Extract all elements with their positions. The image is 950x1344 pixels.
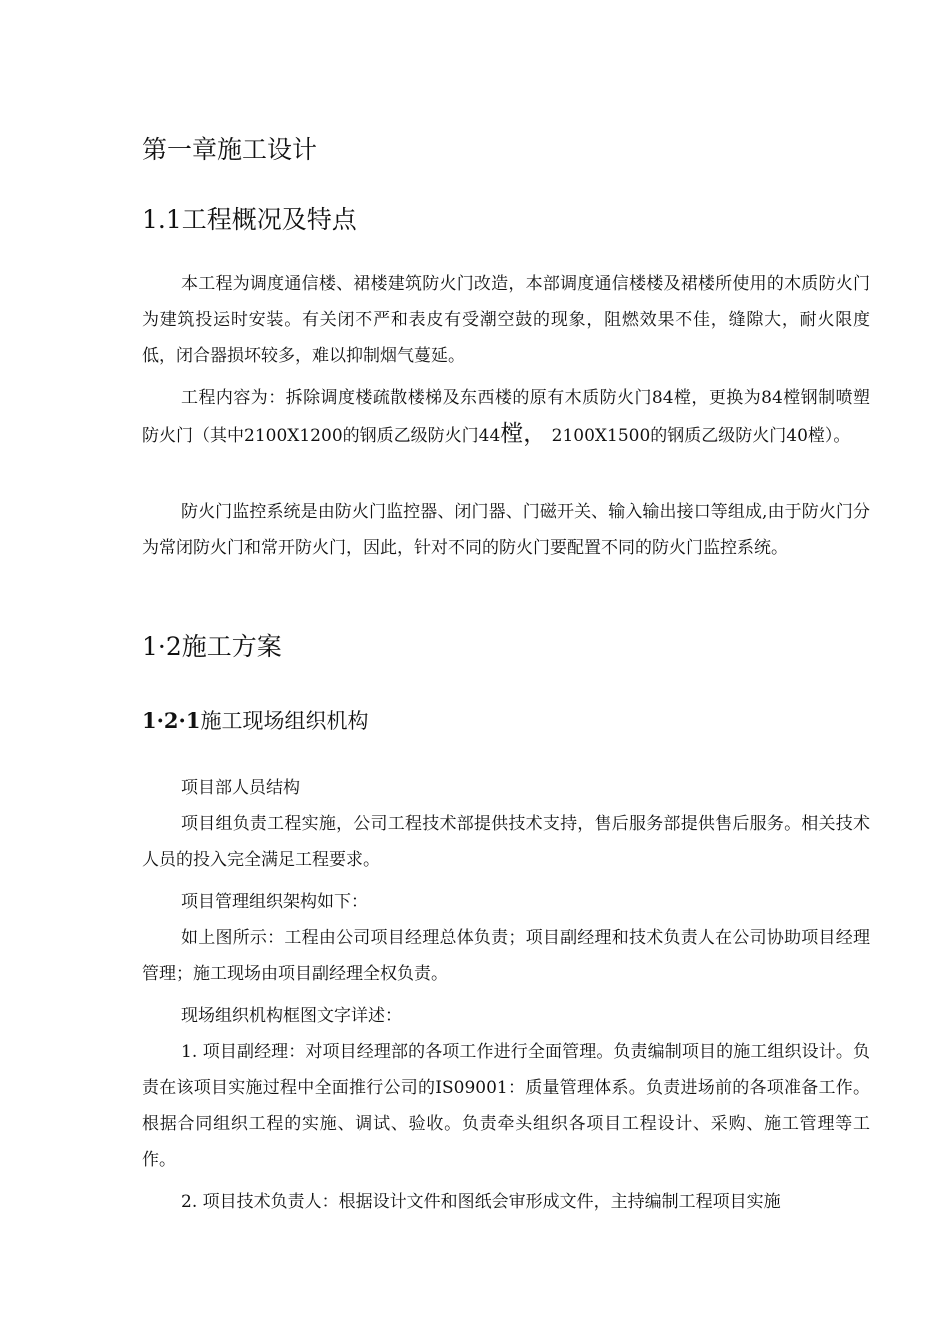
paragraph-team-responsibility: 项目组负责工程实施，公司工程技术部提供技术支持，售后服务部提供售后服务。相关技术人员的投入完全满足工程要求。 xyxy=(142,814,870,870)
list-item-deputy-manager: 1. 项目副经理：对项目经理部的各项工作进行全面管理。负责编制项目的施工组织设计。负责在该项目实施过程中全面推行公司的IS09001：质量管理体系。负责进场前的各项准备工作。根据合同组织工程的实施、调试、验收。负责牵头组织各项目工程设计、采购、施工管理等工作。 xyxy=(142,1042,870,1170)
paragraph-org-chart-desc: 如上图所示：工程由公司项目经理总体负责；项目副经理和技术负责人在公司协助项目经理管理；施工现场由项目副经理全权负责。 xyxy=(142,928,870,984)
scope-text-big: 樘， xyxy=(500,421,547,447)
chapter-title: 第一章施工设计 xyxy=(142,135,318,164)
paragraph-org-chart-intro: 项目管理组织架构如下： xyxy=(181,892,368,912)
section-heading-1-1: 1.1工程概况及特点 xyxy=(142,205,357,234)
paragraph-staff-structure: 项目部人员结构 xyxy=(181,778,300,798)
scope-text-part2: 2100X1500的钢质乙级防火门40樘）。 xyxy=(551,426,851,446)
scope-text-part1: 工程内容为：拆除调度楼疏散楼梯及东西楼的原有木质防火门84樘，更换为84樘钢制喷塑防火门（其中2100X1200的钢质乙级防火门44 xyxy=(142,388,870,446)
paragraph-org-detail-intro: 现场组织机构框图文字详述： xyxy=(181,1006,402,1026)
section-number: 1·2·1 xyxy=(142,708,201,733)
section-heading-1-2: 1·2施工方案 xyxy=(142,632,282,661)
section-heading-1-2-1 xyxy=(142,706,368,736)
section-title: 施工现场组织机构 xyxy=(200,709,369,733)
list-item-technical-lead: 2. 项目技术负责人：根据设计文件和图纸会审形成文件，主持编制工程项目实施 xyxy=(181,1192,781,1212)
paragraph-project-scope xyxy=(142,380,870,454)
paragraph-project-overview: 本工程为调度通信楼、裙楼建筑防火门改造，本部调度通信楼楼及裙楼所使用的木质防火门为建筑投运时安装。有关闭不严和表皮有受潮空鼓的现象，阻燃效果不佳，缝隙大，耐火限度低，闭合器损坏较多，难以抑制烟气蔓延。 xyxy=(142,274,870,366)
paragraph-monitoring-system: 防火门监控系统是由防火门监控器、闭门器、门磁开关、输入输出接口等组成,由于防火门分为常闭防火门和常开防火门，因此，针对不同的防火门要配置不同的防火门监控系统。 xyxy=(142,502,870,558)
